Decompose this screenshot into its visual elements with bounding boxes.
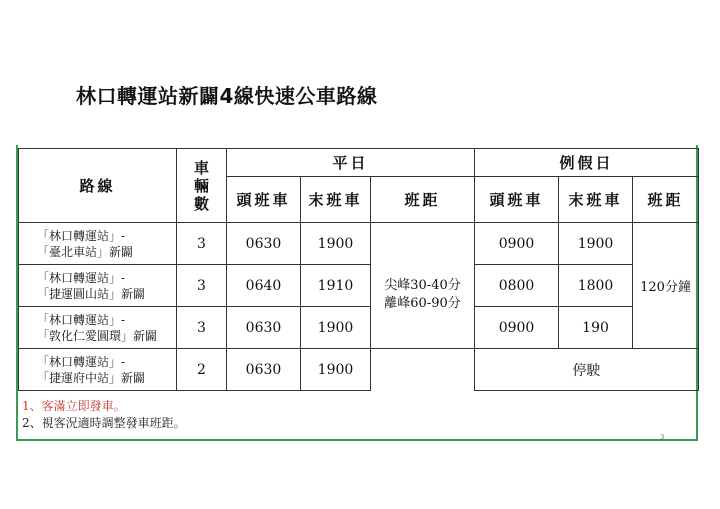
route-cell: 「林口轉運站」- 「敦化仁愛圓環」新闢 (19, 307, 177, 349)
table-row (19, 349, 699, 391)
table-row (19, 307, 699, 349)
weekday-last-cell: 1900 (301, 223, 371, 265)
weekday-first-cell: 0630 (227, 223, 301, 265)
header-weekday-interval: 班距 (371, 177, 475, 223)
holiday-interval-cell: 120分鐘 (633, 223, 699, 349)
weekday-last-cell: 1910 (301, 265, 371, 307)
holiday-last-cell: 190 (559, 307, 633, 349)
header-weekday-last: 末班車 (301, 177, 371, 223)
weekday-first-cell: 0630 (227, 307, 301, 349)
holiday-last-cell: 1800 (559, 265, 633, 307)
holiday-first-cell: 0900 (475, 307, 559, 349)
table-row (19, 265, 699, 307)
header-vehicle-count: 車 輛 數 (177, 149, 227, 223)
count-cell: 3 (177, 223, 227, 265)
header-holiday-interval: 班距 (633, 177, 699, 223)
header-route: 路線 (19, 149, 177, 223)
route-cell: 「林口轉運站」- 「捷運府中站」新闢 (19, 349, 177, 391)
header-weekday: 平日 (227, 149, 475, 177)
header-holiday: 例假日 (475, 149, 699, 177)
notes (22, 398, 186, 432)
weekday-interval-blank (371, 349, 475, 391)
count-cell: 3 (177, 307, 227, 349)
route-cell: 「林口轉運站」- 「臺北車站」新闢 (19, 223, 177, 265)
count-cell: 3 (177, 265, 227, 307)
holiday-first-cell: 0900 (475, 223, 559, 265)
weekday-first-cell: 0630 (227, 349, 301, 391)
count-cell: 2 (177, 349, 227, 391)
holiday-suspended-cell: 停駛 (475, 349, 699, 391)
weekday-interval-cell: 尖峰30-40分 離峰60-90分 (371, 223, 475, 349)
table-row (19, 223, 699, 265)
holiday-first-cell: 0800 (475, 265, 559, 307)
header-holiday-last: 末班車 (559, 177, 633, 223)
holiday-last-cell: 1900 (559, 223, 633, 265)
schedule-table (18, 148, 699, 391)
header-weekday-first: 頭班車 (227, 177, 301, 223)
weekday-first-cell: 0640 (227, 265, 301, 307)
note-1: 1、客滿立即發車。 (22, 399, 126, 413)
page-number: 3 (660, 433, 665, 441)
route-cell: 「林口轉運站」- 「捷運圓山站」新闢 (19, 265, 177, 307)
header-holiday-first: 頭班車 (475, 177, 559, 223)
weekday-last-cell: 1900 (301, 349, 371, 391)
weekday-last-cell: 1900 (301, 307, 371, 349)
note-2: 2、視客況適時調整發車班距。 (22, 416, 186, 430)
page-title: 林口轉運站新闢4線快速公車路線 (76, 84, 378, 108)
